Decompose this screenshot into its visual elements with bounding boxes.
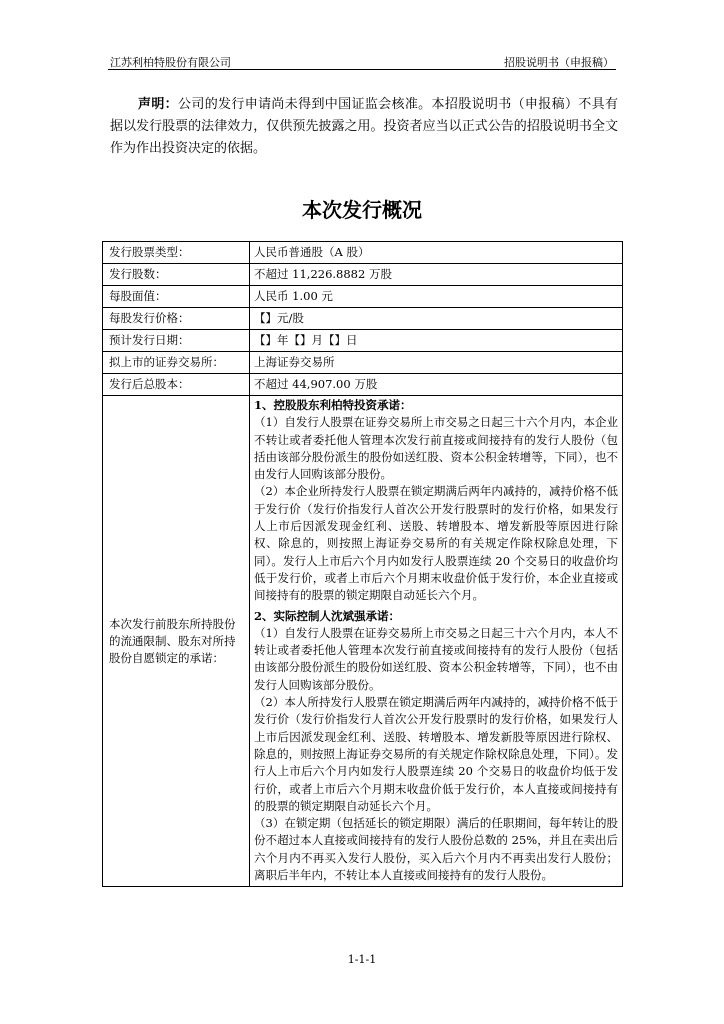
table-row <box>103 308 623 330</box>
row-label: 每股发行价格： <box>103 308 250 330</box>
row-value: 【】年【】月【】日 <box>250 330 623 352</box>
row-label: 预计发行日期： <box>103 330 250 352</box>
row-label: 每股面值： <box>103 286 250 308</box>
document-name: 招股说明书（申报稿） <box>504 56 614 69</box>
table-row <box>103 286 623 308</box>
declaration <box>110 94 618 160</box>
table-row <box>103 330 623 352</box>
commitment-paragraph: （3）在锁定期（包括延长的锁定期限）满后的任职期间，每年转让的股份不超过本人直接或间接持有的发行人股份总数的 25%，并且在卖出后六个月内不再买入发行人股份，买入后六个月内不再卖出发行人股份；离职后半年内，不转让本人直接或间接持有的发行人股份。 <box>254 816 618 883</box>
commitment-paragraph: （1）自发行人股票在证券交易所上市交易之日起三十六个月内，本人不转让或者委托他人管理本次发行前直接或间接持有的发行人股份（包括由该部分股份派生的股份如送红股、资本公积金转增等，下同），也不由发行人回购该部分股份。 <box>254 625 618 692</box>
offering-overview-table <box>102 241 623 887</box>
row-label: 发行后总股本： <box>103 374 250 396</box>
row-value: 【】元/股 <box>250 308 623 330</box>
header-divider <box>108 69 616 70</box>
row-label: 发行股票类型： <box>103 242 250 264</box>
row-value: 不超过 44,907.00 万股 <box>250 374 623 396</box>
company-name: 江苏利柏特股份有限公司 <box>110 56 231 69</box>
row-value: 人民币普通股（A 股） <box>250 242 623 264</box>
declaration-label: 声明： <box>138 97 179 112</box>
commitment-title: 1、控股股东利柏特投资承诺： <box>254 398 412 412</box>
lockup-commitments <box>250 396 623 887</box>
commitment-paragraph: （2）本人所持发行人股票在锁定期满后两年内减持的，减持价格不低于发行价（发行价指发行人首次公开发行股票时的发行价格，如果发行人上市后因派发现金红利、送股、转增股本、增发新股等原因进行除权、除息的，则按照上海证券交易所的有关规定作除权除息处理，下同）。发行人上市后六个月内如发行人股票连续 20 个交易日的收盘价均低于发行价，或者上市后六个月期末收盘价低于发行价，本人直接或间接持有的股票的锁定期限自动延长六个月。 <box>254 695 618 813</box>
table-row <box>103 396 623 887</box>
row-label: 发行股数： <box>103 264 250 286</box>
row-value: 上海证券交易所 <box>250 352 623 374</box>
commitment-title: 2、实际控制人沈斌强承诺： <box>254 608 401 623</box>
table-row <box>103 352 623 374</box>
row-label: 拟上市的证券交易所： <box>103 352 250 374</box>
page-number: 1-1-1 <box>347 953 377 966</box>
table-row <box>103 374 623 396</box>
lockup-label: 本次发行前股东所持股份的流通限制、股东对所持股份自愿锁定的承诺： <box>103 396 250 887</box>
row-value: 人民币 1.00 元 <box>250 286 623 308</box>
declaration-text: 公司的发行申请尚未得到中国证监会核准。本招股说明书（申报稿）不具有据以发行股票的法律效力，仅供预先披露之用。投资者应当以正式公告的招股说明书全文作为作出投资决定的依据。 <box>110 97 618 156</box>
row-value: 不超过 11,226.8882 万股 <box>250 264 623 286</box>
page-header <box>108 54 616 70</box>
table-row <box>103 242 623 264</box>
commitment-paragraph: （1）自发行人股票在证券交易所上市交易之日起三十六个月内，本企业不转让或者委托他人管理本次发行前直接或间接持有的发行人股份（包括由该部分股份派生的股份如送红股、资本公积金转增等，下同），也不由发行人回购该部分股份。 <box>254 415 618 482</box>
page-title: 本次发行概况 <box>302 198 422 222</box>
table-row <box>103 264 623 286</box>
commitment-paragraph: （2）本企业所持发行人股票在锁定期满后两年内减持的，减持价格不低于发行价（发行价指发行人首次公开发行股票时的发行价格，如果发行人上市后因派发现金红利、送股、转增股本、增发新股等原因进行除权、除息的，则按照上海证券交易所的有关规定作除权除息处理，下同）。发行人上市后六个月内如发行人股票连续 20 个交易日的收盘价均低于发行价，或者上市后六个月期末收盘价低于发行价，本企业直接或间接持有的股票的锁定期限自动延长六个月。 <box>254 484 618 603</box>
